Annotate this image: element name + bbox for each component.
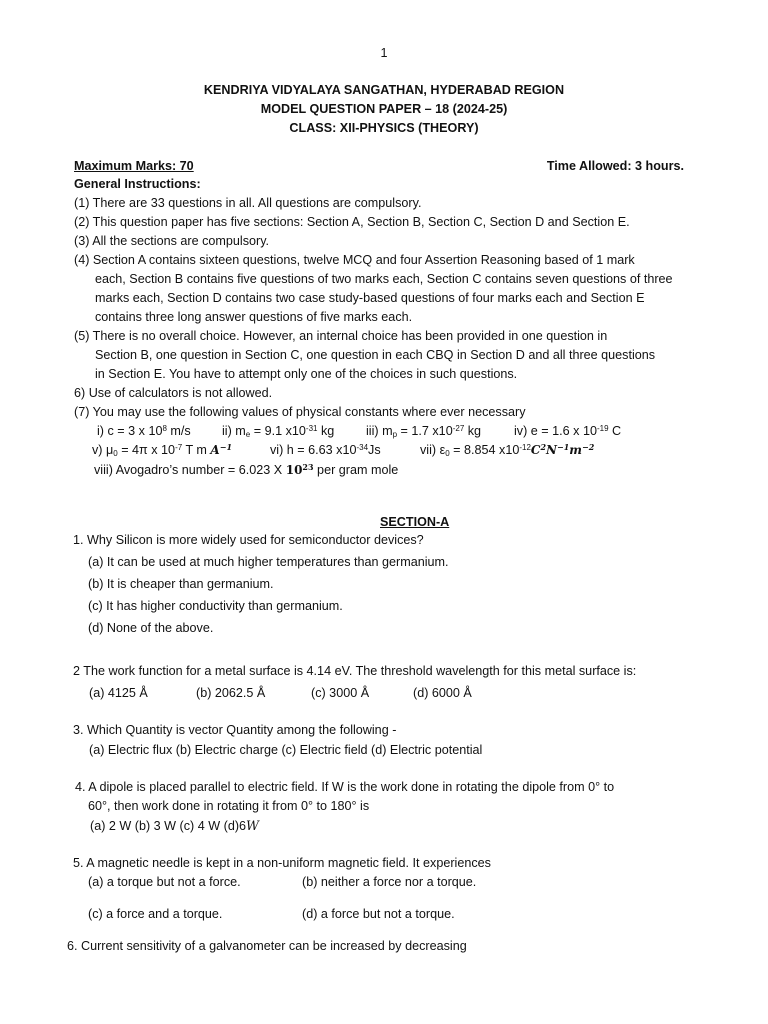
- max-marks: Maximum Marks: 70: [74, 159, 194, 173]
- question-4-line-2: 60°, then work done in rotating it from 0° to 180° is: [88, 799, 370, 813]
- page-number: 1: [380, 46, 388, 60]
- question-5-option-d: (d) a force but not a torque.: [302, 907, 455, 921]
- question-5-option-b: (b) neither a force nor a torque.: [302, 875, 477, 889]
- constant-avogadro: viii) Avogadro’s number = 6.023 X $10^{23}$ per gram mole: [94, 462, 399, 477]
- question-2-option-c: (c) 3000 Å: [311, 686, 370, 700]
- section-a-title: SECTION-A: [380, 515, 450, 529]
- header-class: CLASS: XII-PHYSICS (THEORY): [289, 121, 479, 135]
- question-2-option-d: (d) 6000 Å: [413, 686, 472, 700]
- instruction-6: 6) Use of calculators is not allowed.: [74, 386, 273, 400]
- constant-c: i) c = 3 x $10^8$ m/s: [97, 424, 191, 438]
- instruction-4-line-3: marks each, Section D contains two case study-based questions of four marks each and Section E: [95, 291, 645, 305]
- instruction-3: (3) All the sections are compulsory.: [74, 234, 270, 248]
- question-2-option-a: (a) 4125 Å: [89, 686, 148, 700]
- instructions-title: General Instructions:: [74, 177, 201, 191]
- constant-me: ii) $m_e = 9.1$ $x10^{-31}$ kg: [222, 424, 335, 439]
- constant-e: iv) e = 1.6 x $10^{-19}$ C: [514, 424, 622, 438]
- instruction-1: (1) There are 33 questions in all. All questions are compulsory.: [74, 196, 422, 210]
- constant-h: vi) h = 6.63 $x10^{-34}Js$: [270, 443, 381, 457]
- question-3-options: (a) Electric flux (b) Electric charge (c) Electric field (d) Electric potential: [89, 743, 483, 757]
- marks-line: [74, 159, 684, 173]
- question-1: 1. Why Silicon is more widely used for semiconductor devices?: [73, 533, 424, 547]
- instruction-5-line-1: (5) There is no overall choice. However, an internal choice has been provided in one question in: [74, 329, 608, 343]
- instruction-7: (7) You may use the following values of physical constants where ever necessary: [74, 405, 526, 419]
- instruction-2: (2) This question paper has five sections: Section A, Section B, Section C, Section D and Section E.: [74, 215, 630, 229]
- instruction-5-line-3: in Section E. You have to attempt only one of the choices in such questions.: [95, 367, 518, 381]
- constant-mu0: v) $\mu_0 = 4\pi$ x $10^{-7}$ T m $A^{-1}$: [92, 442, 233, 458]
- constant-mp: iii) $m_p = 1.7$ $x10^{-27}$ kg: [366, 424, 482, 439]
- question-5-option-c: (c) a force and a torque.: [88, 907, 223, 921]
- question-1-option-b: (b) It is cheaper than germanium.: [88, 577, 274, 591]
- time-allowed: Time Allowed: 3 hours.: [546, 159, 684, 173]
- question-5: 5. A magnetic needle is kept in a non-uniform magnetic field. It experiences: [73, 856, 491, 870]
- question-6: 6. Current sensitivity of a galvanometer can be increased by decreasing: [67, 939, 467, 953]
- header-org: KENDRIYA VIDYALAYA SANGATHAN, HYDERABAD REGION: [203, 83, 565, 97]
- instruction-5-line-2: Section B, one question in Section C, one question in each CBQ in Section D and all three questions: [95, 348, 656, 362]
- question-4-options: (a) 2 W (b) 3 W (c) 4 W (d)6W: [90, 818, 259, 833]
- question-3: 3. Which Quantity is vector Quantity among the following -: [73, 723, 397, 737]
- instruction-4-line-2: each, Section B contains five questions of two marks each, Section C contains seven questions of three: [95, 272, 673, 286]
- instruction-4-line-4: contains three long answer questions of five marks each.: [95, 310, 413, 324]
- question-2: 2 The work function for a metal surface is 4.14 eV. The threshold wavelength for this metal surface is:: [73, 664, 637, 678]
- question-1-option-c: (c) It has higher conductivity than germanium.: [88, 599, 343, 613]
- question-2-option-b: (b) 2062.5 Å: [196, 686, 266, 700]
- question-1-option-d: (d) None of the above.: [88, 621, 214, 635]
- instruction-4-line-1: (4) Section A contains sixteen questions, twelve MCQ and four Assertion Reasoning based of 1 mark: [74, 253, 635, 267]
- constant-epsilon0: vii) $\varepsilon_0 = 8.854$ $x10^{-12}C^2N^{-1}m^{-2}$: [420, 442, 595, 458]
- question-1-option-a: (a) It can be used at much higher temperatures than germanium.: [88, 555, 449, 569]
- question-5-option-a: (a) a torque but not a force.: [88, 875, 241, 889]
- question-4-line-1: 4. A dipole is placed parallel to electric field. If W is the work done in rotating the dipole from 0° to: [75, 780, 615, 794]
- header-paper: MODEL QUESTION PAPER – 18 (2024-25): [260, 102, 508, 116]
